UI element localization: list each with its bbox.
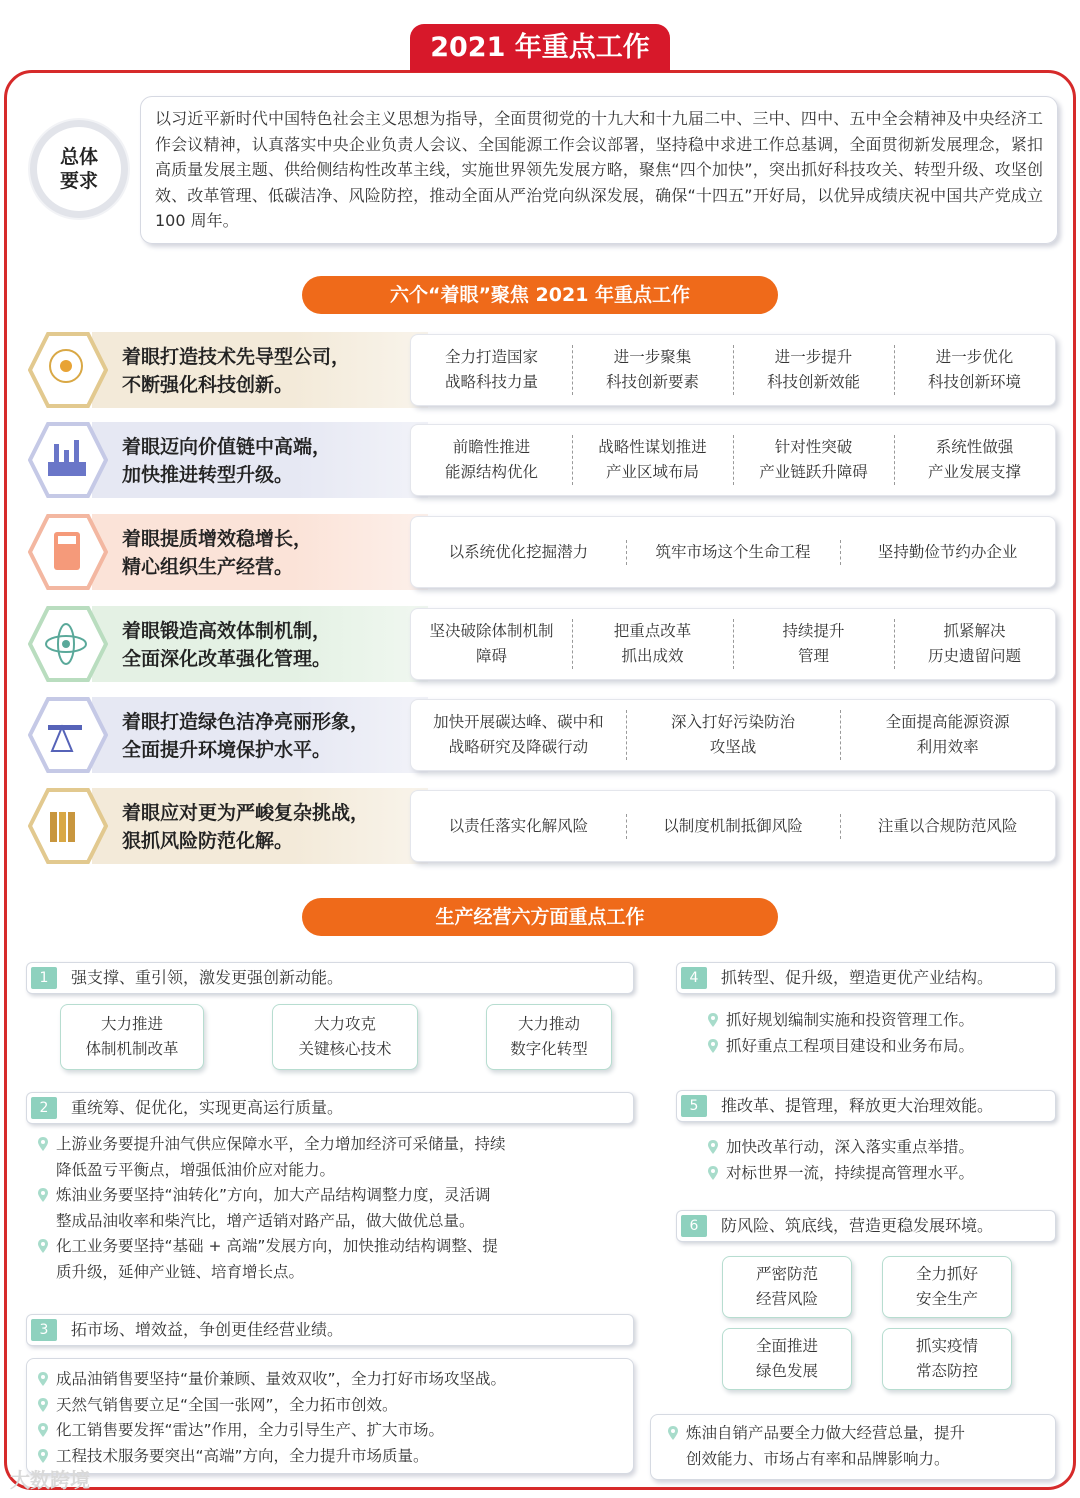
ops-header-6 xyxy=(676,1210,1056,1242)
bullet-item xyxy=(34,1183,594,1234)
location-pin-icon xyxy=(668,1426,678,1440)
bullet-line: 工程技术服务要突出“高端”方向，全力提升市场质量。 xyxy=(56,1446,429,1465)
location-pin-icon xyxy=(708,1013,718,1027)
focus-title-5-l2: 全面提升环境保护水平。 xyxy=(122,739,332,761)
bullet-item xyxy=(34,1418,630,1444)
bullet-line: 炼油自销产品要全力做大经营总量，提升 xyxy=(686,1424,966,1442)
bullet-line: 天然气销售要立足“全国一张网”，全力拓市创效。 xyxy=(56,1395,398,1414)
location-pin-icon xyxy=(708,1166,718,1180)
focus-title-2-l2: 加快推进转型升级。 xyxy=(122,464,294,486)
ops1-box-2 xyxy=(272,1004,418,1070)
bullet-line: 上游业务要提升油气供应保障水平，全力增加经济可采储量，持续 xyxy=(56,1135,506,1153)
focus-item-line: 产业发展支撑 xyxy=(927,463,1021,481)
ops6-box-3-l2: 绿色发展 xyxy=(755,1362,818,1380)
focus-row-2 xyxy=(22,422,1058,498)
bullet-item xyxy=(704,1008,1054,1034)
bullet-line: 降低盈亏平衡点，增强低油价应对能力。 xyxy=(56,1160,336,1179)
focus-item-line: 进一步提升 xyxy=(774,348,853,366)
bullet-line: 炼油业务要坚持“油转化”方向，加大产品结构调整力度，灵活调 xyxy=(56,1186,491,1205)
focus-title-5 xyxy=(92,697,428,773)
focus-row-6 xyxy=(22,788,1058,864)
focus-title-1 xyxy=(92,332,428,408)
focus-items-3 xyxy=(410,516,1056,588)
ops-num-1: 1 xyxy=(31,967,57,989)
ops6-box-4 xyxy=(882,1328,1012,1390)
ops6-box-1 xyxy=(722,1256,852,1318)
factory-icon xyxy=(28,422,108,498)
focus-row-4 xyxy=(22,606,1058,682)
location-pin-icon xyxy=(38,1137,48,1151)
ops1-box-1 xyxy=(60,1004,204,1070)
bullet-line: 质升级，延伸产业链、培育增长点。 xyxy=(56,1262,305,1281)
ops-title-6: 防风险、筑底线，营造更稳发展环境。 xyxy=(721,1216,994,1235)
focus-item-line: 筑牢市场这个生命工程 xyxy=(655,542,811,561)
ops6-box-3-l1: 全面推进 xyxy=(755,1337,818,1355)
focus-item-line: 科技创新环境 xyxy=(927,373,1021,391)
atom-icon xyxy=(28,606,108,682)
focus-item-line: 能源结构优化 xyxy=(444,463,538,481)
focus-item-line: 加快开展碳达峰、碳中和 xyxy=(433,713,604,731)
ops-header-4 xyxy=(676,962,1056,994)
focus-item-line: 抓紧解决 xyxy=(943,622,1006,640)
page-title: 2021 年重点工作 xyxy=(410,24,670,72)
focus-row-5 xyxy=(22,697,1058,773)
focus-title-4-l1: 着眼锻造高效体制机制， xyxy=(122,620,332,642)
focus-item-line: 以系统优化挖掘潜力 xyxy=(448,542,589,561)
bullet-item xyxy=(704,1034,1054,1060)
ops3-extra xyxy=(664,1421,1054,1472)
ops-title-5: 推改革、提管理，释放更大治理效能。 xyxy=(721,1096,994,1115)
focus-item-line: 战略性谋划推进 xyxy=(598,438,707,456)
location-pin-icon xyxy=(38,1423,48,1437)
ops-title-2: 重统筹、促优化，实现更高运行质量。 xyxy=(71,1098,344,1117)
location-pin-icon xyxy=(38,1239,48,1253)
bullet-line: 成品油销售要坚持“量价兼顾、量效双收”，全力打好市场攻坚战。 xyxy=(56,1370,507,1388)
focus-item-line: 系统性做强 xyxy=(935,438,1014,456)
ops6-box-2 xyxy=(882,1256,1012,1318)
focus-item-line: 全面提高能源资源 xyxy=(885,713,1010,731)
focus-item-line: 以责任落实化解风险 xyxy=(448,816,589,835)
focus-item xyxy=(411,435,572,485)
section-title-operations: 生产经营六方面重点工作 xyxy=(302,898,778,936)
focus-item xyxy=(626,710,841,760)
focus-item-line: 产业区域布局 xyxy=(605,463,699,481)
focus-items-2 xyxy=(410,424,1056,496)
focus-item xyxy=(411,814,626,839)
focus-item-line: 深入打好污染防治 xyxy=(671,713,796,731)
focus-item xyxy=(572,619,733,669)
focus-items-1 xyxy=(410,334,1056,406)
bullet-item xyxy=(704,1161,1054,1187)
focus-title-1-l1: 着眼打造技术先导型公司， xyxy=(122,346,351,368)
ops-header-2 xyxy=(26,1092,634,1124)
focus-item-line: 障碍 xyxy=(475,647,507,665)
focus-item-line: 持续提升 xyxy=(782,622,845,640)
focus-item-line: 把重点改革 xyxy=(613,622,692,640)
ops6-box-1-l1: 严密防范 xyxy=(755,1265,818,1283)
location-pin-icon xyxy=(708,1140,718,1154)
requirement-label-1: 总体 xyxy=(59,146,98,168)
focus-item xyxy=(572,435,733,485)
requirement-text: 以习近平新时代中国特色社会主义思想为指导，全面贯彻党的十九大和十九届二中、三中、四中、五中全会精神及中央经济工作会议精神，认真落实中央企业负责人会议、全国能源工作会议部署，坚持稳中求进工作总基调，全面贯彻新发展理念，紧扣高质量发展主题、供给侧结构性改革主线，实施世界领先发展方略，聚焦“四个加快”，突出抓好科技攻关、转型升级、攻坚创效、改革管理、低碳洁净、风险防控，推动全面从严治党向纵深发展，确保“十四五”开好局，以优异成绩庆祝中国共产党成立 100 周年。 xyxy=(140,96,1058,244)
focus-title-3-l1: 着眼提质增效稳增长， xyxy=(122,528,313,550)
ops1-box-2-l1: 大力攻克 xyxy=(313,1015,376,1033)
head-gear-icon xyxy=(28,332,108,408)
bullet-item xyxy=(704,1135,1054,1161)
focus-item-line: 坚决破除体制机制 xyxy=(429,622,554,640)
ops-title-3: 拓市场、增效益，争创更佳经营业绩。 xyxy=(71,1320,344,1339)
focus-item xyxy=(626,540,841,565)
focus-item-line: 管理 xyxy=(797,647,829,665)
ops-num-3: 3 xyxy=(31,1319,57,1341)
ops3-bullets xyxy=(34,1367,630,1469)
ops-num-6: 6 xyxy=(681,1215,707,1237)
focus-item xyxy=(411,710,626,760)
ops-num-2: 2 xyxy=(31,1097,57,1119)
ops-num-4: 4 xyxy=(681,967,707,989)
ops1-box-3-l1: 大力推动 xyxy=(517,1015,580,1033)
focus-item xyxy=(840,814,1055,839)
requirement-label-2: 要求 xyxy=(59,170,98,192)
books-icon xyxy=(28,788,108,864)
focus-item xyxy=(894,619,1055,669)
ops2-bullets xyxy=(34,1132,594,1286)
bullet-item xyxy=(34,1132,594,1183)
ops4-bullets xyxy=(704,1008,1054,1059)
focus-item-line: 以制度机制抵御风险 xyxy=(663,816,803,835)
ops-num-5: 5 xyxy=(681,1095,707,1117)
ops1-box-2-l2: 关键核心技术 xyxy=(298,1040,392,1058)
focus-item-line: 进一步聚集 xyxy=(613,348,692,366)
ops6-box-4-l1: 抓实疫情 xyxy=(915,1337,978,1355)
focus-items-6 xyxy=(410,790,1056,862)
focus-title-1-l2: 不断强化科技创新。 xyxy=(122,374,294,396)
focus-item-line: 战略科技力量 xyxy=(444,373,538,391)
focus-item xyxy=(733,435,894,485)
focus-item xyxy=(411,345,572,395)
bullet-item xyxy=(34,1393,630,1419)
requirement-badge xyxy=(30,120,128,218)
location-pin-icon xyxy=(708,1039,718,1053)
ops-title-1: 强支撑、重引领，激发更强创新动能。 xyxy=(71,968,344,987)
bullet-item xyxy=(664,1421,1054,1472)
focus-items-5 xyxy=(410,699,1056,771)
focus-item-line: 攻坚战 xyxy=(709,738,757,756)
bullet-line: 抓好重点工程项目建设和业务布局。 xyxy=(726,1036,975,1055)
focus-title-6-l2: 狠抓风险防范化解。 xyxy=(122,830,294,852)
focus-item-line: 坚持勤俭节约办企业 xyxy=(877,542,1018,561)
bullet-item xyxy=(34,1444,630,1470)
ops-header-5 xyxy=(676,1090,1056,1122)
bullet-line: 对标世界一流，持续提高管理水平。 xyxy=(726,1163,975,1182)
focus-item-line: 前瞻性推进 xyxy=(452,438,531,456)
focus-item xyxy=(894,345,1055,395)
focus-title-4-l2: 全面深化改革强化管理。 xyxy=(122,648,332,670)
bullet-line: 加快改革行动，深入落实重点举措。 xyxy=(726,1138,975,1156)
focus-item-line: 科技创新效能 xyxy=(766,373,860,391)
bullet-item xyxy=(34,1367,630,1393)
focus-item-line: 注重以合规防范风险 xyxy=(877,816,1018,835)
bullet-line: 化工业务要坚持“基础 + 高端”发展方向，加快推动结构调整、提 xyxy=(56,1237,498,1256)
focus-item xyxy=(840,540,1055,565)
bullet-line: 抓好规划编制实施和投资管理工作。 xyxy=(726,1011,975,1029)
calculator-icon xyxy=(28,514,108,590)
focus-item-line: 抓出成效 xyxy=(621,647,684,665)
location-pin-icon xyxy=(38,1398,48,1412)
focus-items-4 xyxy=(410,608,1056,680)
focus-title-3 xyxy=(92,514,428,590)
focus-item xyxy=(411,619,572,669)
focus-item-line: 战略研究及降碳行动 xyxy=(448,738,589,756)
oil-pump-icon xyxy=(28,697,108,773)
focus-item xyxy=(733,345,894,395)
watermark: 大数跨境 xyxy=(10,1468,90,1492)
focus-item-line: 进一步优化 xyxy=(935,348,1014,366)
focus-item xyxy=(572,345,733,395)
focus-item xyxy=(840,710,1055,760)
focus-item xyxy=(411,540,626,565)
ops-header-1 xyxy=(26,962,634,994)
focus-item-line: 历史遗留问题 xyxy=(927,647,1021,665)
focus-title-6-l1: 着眼应对更为严峻复杂挑战， xyxy=(122,802,370,824)
focus-item xyxy=(733,619,894,669)
focus-title-6 xyxy=(92,788,428,864)
bullet-line: 创效能力、市场占有率和品牌影响力。 xyxy=(686,1449,950,1468)
bullet-line: 整成品油收率和柴汽比，增产适销对路产品，做大做优总量。 xyxy=(56,1211,475,1230)
ops1-box-1-l2: 体制机制改革 xyxy=(85,1040,179,1058)
section-title-focus: 六个“着眼”聚焦 2021 年重点工作 xyxy=(302,276,778,314)
focus-item xyxy=(894,435,1055,485)
focus-row-1 xyxy=(22,332,1058,408)
location-pin-icon xyxy=(38,1372,48,1386)
focus-item-line: 针对性突破 xyxy=(774,438,853,456)
bullet-item xyxy=(34,1234,594,1285)
ops-header-3 xyxy=(26,1314,634,1346)
ops6-box-3 xyxy=(722,1328,852,1390)
ops-title-4: 抓转型、促升级，塑造更优产业结构。 xyxy=(721,968,994,987)
focus-item-line: 科技创新要素 xyxy=(605,373,699,391)
focus-item-line: 全力打造国家 xyxy=(444,348,538,366)
focus-item xyxy=(626,814,841,839)
ops6-box-1-l2: 经营风险 xyxy=(755,1290,818,1308)
ops6-box-4-l2: 常态防控 xyxy=(915,1362,978,1380)
focus-title-2-l1: 着眼迈向价值链中高端， xyxy=(122,436,332,458)
focus-title-2 xyxy=(92,422,428,498)
location-pin-icon xyxy=(38,1449,48,1463)
focus-item-line: 利用效率 xyxy=(916,738,979,756)
focus-title-4 xyxy=(92,606,428,682)
ops1-box-1-l1: 大力推进 xyxy=(100,1015,163,1033)
focus-row-3 xyxy=(22,514,1058,590)
ops5-bullets xyxy=(704,1135,1054,1186)
ops1-box-3 xyxy=(486,1004,612,1070)
location-pin-icon xyxy=(38,1188,48,1202)
focus-title-3-l2: 精心组织生产经营。 xyxy=(122,556,294,578)
ops6-box-2-l1: 全力抓好 xyxy=(915,1265,978,1283)
ops1-box-3-l2: 数字化转型 xyxy=(510,1040,588,1058)
ops6-box-2-l2: 安全生产 xyxy=(915,1290,978,1308)
focus-item-line: 产业链跃升障碍 xyxy=(759,463,868,481)
focus-title-5-l1: 着眼打造绿色洁净亮丽形象， xyxy=(122,711,370,733)
bullet-line: 化工销售要发挥“雷达”作用，全力引导生产、扩大市场。 xyxy=(56,1421,445,1440)
